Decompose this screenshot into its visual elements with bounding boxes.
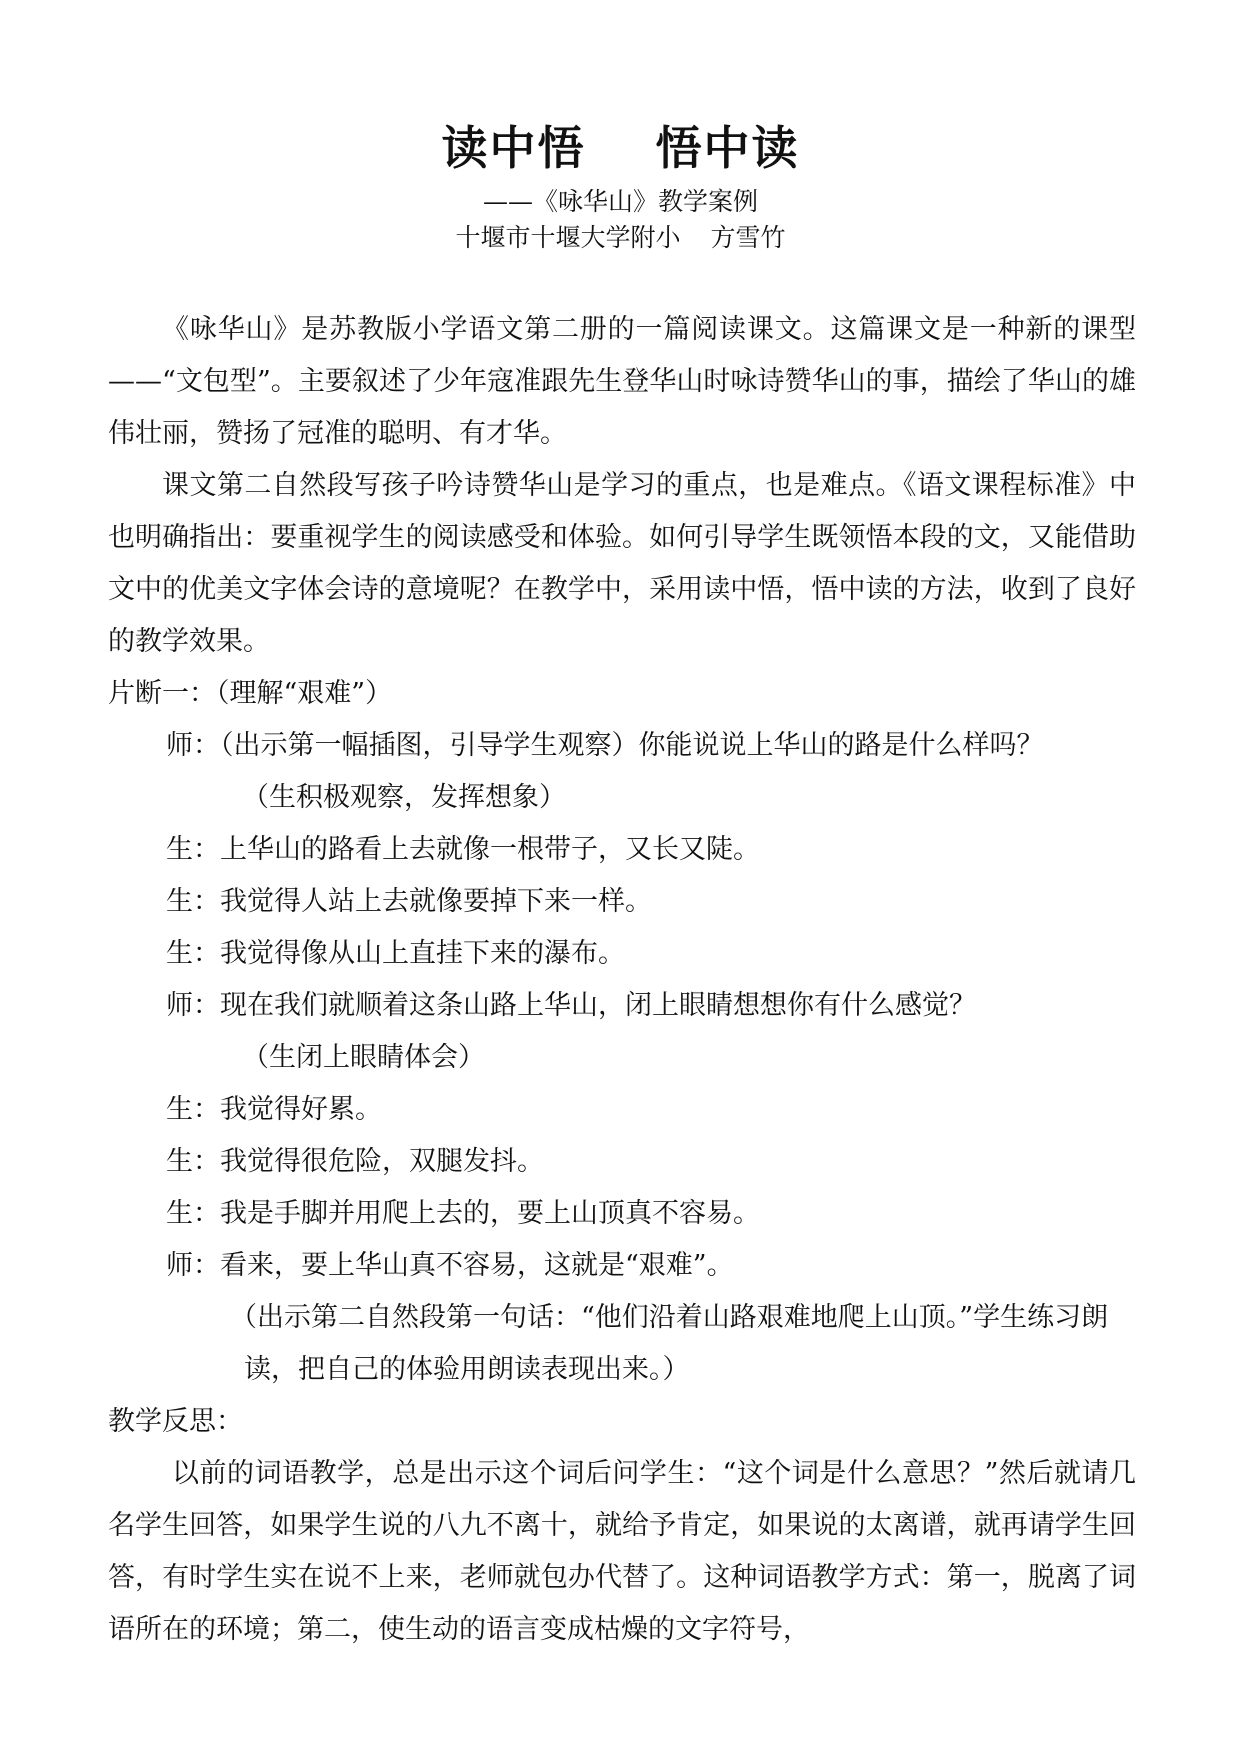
author-name: 方雪竹 bbox=[710, 223, 786, 252]
subtitle: ——《咏华山》教学案例 bbox=[482, 187, 758, 216]
intro-paragraph-1: 《咏华山》是苏教版小学语文第二册的一篇阅读课文。这篇课文是一种新的课型——“文包型”。主要叙述了少年寇准跟先生登华山时咏诗赞华山的事，描绘了华山的雄伟壮丽，赞扬了冠准的聪明、有才华。 bbox=[108, 314, 1136, 449]
stage-note: （出示第二自然段第一句话：“他们沿着山路艰难地爬上山顶。”学生练习朗读，把自己的体验用朗读表现出来。） bbox=[230, 1302, 1109, 1385]
reflection-heading: 教学反思： bbox=[108, 1406, 243, 1437]
dialogue-line: 生：我觉得好累。 bbox=[166, 1094, 382, 1125]
dialogue-line: 师：看来，要上华山真不容易，这就是“艰难”。 bbox=[166, 1250, 734, 1281]
intro-paragraph-2: 课文第二自然段写孩子吟诗赞华山是学习的重点，也是难点。《语文课程标准》中也明确指出：要重视学生的阅读感受和体验。如何引导学生既领悟本段的文，又能借助文中的优美文字体会诗的意境呢？在教学中，采用读中悟，悟中读的方法，收到了良好的教学效果。 bbox=[108, 470, 1136, 657]
dialogue-line: 生：我觉得很危险，双腿发抖。 bbox=[166, 1146, 544, 1177]
dialogue-line: 生：我觉得人站上去就像要掉下来一样。 bbox=[166, 886, 652, 917]
stage-note: （生闭上眼睛体会） bbox=[242, 1042, 485, 1073]
title-part-2: 悟中读 bbox=[655, 121, 800, 175]
author-line bbox=[0, 222, 1241, 254]
title-part-1: 读中悟 bbox=[441, 121, 586, 175]
stage-note: （生积极观察，发挥想象） bbox=[242, 782, 566, 813]
author-school: 十堰市十堰大学附小 bbox=[455, 223, 681, 252]
fragment-1-heading: 片断一：（理解“艰难”） bbox=[108, 678, 393, 709]
dialogue-line: 生：我是手脚并用爬上去的，要上山顶真不容易。 bbox=[166, 1198, 760, 1229]
dialogue-line: 生：我觉得像从山上直挂下来的瀑布。 bbox=[166, 938, 625, 969]
dialogue-line: 生：上华山的路看上去就像一根带子，又长又陡。 bbox=[166, 834, 760, 865]
page-title bbox=[0, 118, 1241, 178]
dialogue-line: 师：（出示第一幅插图，引导学生观察）你能说说上华山的路是什么样吗？ bbox=[166, 730, 1044, 761]
dialogue-line: 师：现在我们就顺着这条山路上华山，闭上眼睛想想你有什么感觉？ bbox=[166, 990, 976, 1021]
reflection-paragraph-1: 以前的词语教学，总是出示这个词后问学生：“这个词是什么意思？”然后就请几名学生回答，如果学生说的八九不离十，就给予肯定，如果说的太离谱，就再请学生回答，有时学生实在说不上来，老师就包办代替了。这种词语教学方式：第一，脱离了词语所在的环境；第二，使生动的语言变成枯燥的文字符号， bbox=[108, 1458, 1136, 1645]
document-body bbox=[108, 304, 1136, 1656]
